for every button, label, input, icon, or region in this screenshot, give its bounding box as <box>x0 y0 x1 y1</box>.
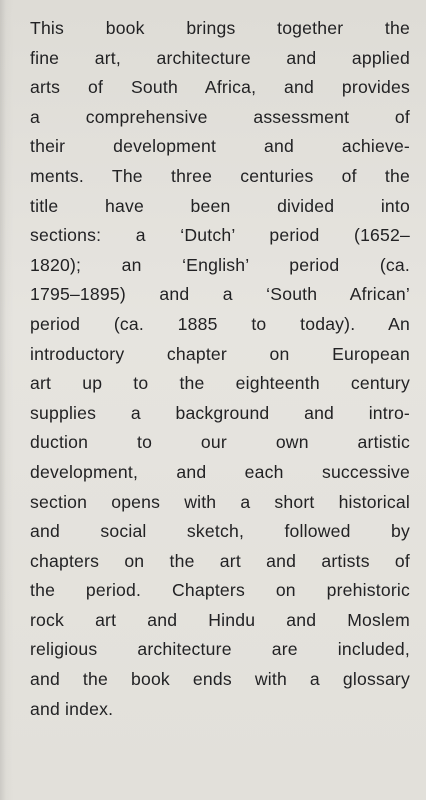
text-line: title have been divided into <box>30 195 410 216</box>
text-line: a comprehensive assessment of <box>30 106 410 127</box>
text-line: and the book ends with a glossary <box>30 669 410 690</box>
text-line: 1795–1895) and a ‘South African’ <box>30 284 410 305</box>
text-line: religious architecture are included, <box>30 639 410 660</box>
text-line: and index. <box>30 698 114 719</box>
book-description <box>30 14 410 724</box>
text-line: This book brings together the <box>30 18 410 38</box>
text-line: 1820); an ‘English’ period (ca. <box>30 254 410 275</box>
text-line: development, and each successive <box>30 461 410 482</box>
text-line: ments. The three centuries of the <box>30 165 410 186</box>
text-line: chapters on the art and artists of <box>30 550 410 571</box>
text-line: supplies a background and intro- <box>30 402 410 423</box>
text-line: rock art and Hindu and Moslem <box>30 609 410 630</box>
text-line: art up to the eighteenth century <box>30 373 410 394</box>
text-line: the period. Chapters on prehistoric <box>30 580 410 601</box>
text-line: period (ca. 1885 to today). An <box>30 313 410 334</box>
text-line: section opens with a short historical <box>30 491 410 512</box>
text-line: their development and achieve- <box>30 136 410 157</box>
text-line: sections: a ‘Dutch’ period (1652– <box>30 225 410 246</box>
text-line: and social sketch, followed by <box>30 521 410 542</box>
text-line: fine art, architecture and applied <box>30 47 410 68</box>
text-line: arts of South Africa, and provides <box>30 77 410 98</box>
text-line: introductory chapter on European <box>30 343 410 364</box>
text-line: duction to our own artistic <box>30 432 410 453</box>
